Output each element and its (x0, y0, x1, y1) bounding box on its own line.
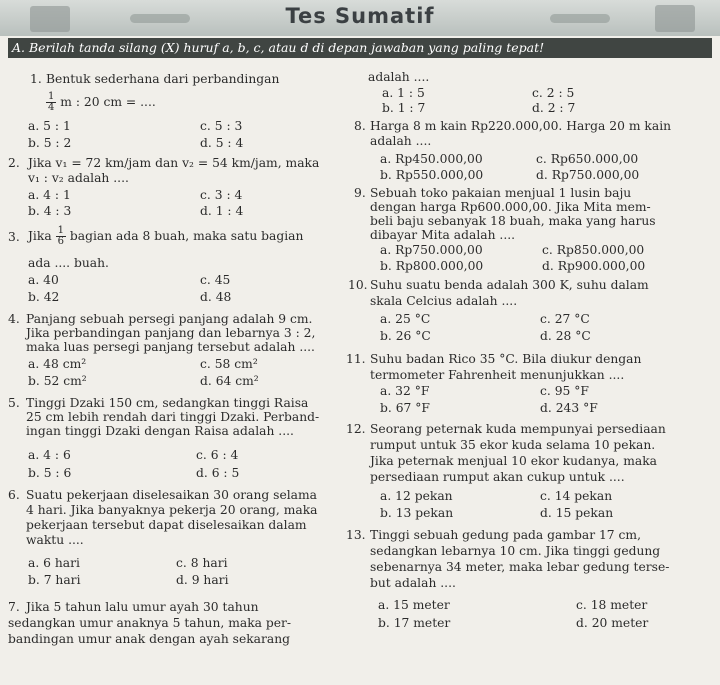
q3-option-d[interactable]: d. 48 (200, 290, 232, 304)
q1-expression: $\frac{1}{4}$ m : 20 cm = .... (48, 91, 156, 113)
q10-number: 10. (348, 278, 368, 292)
q2-number: 2. (8, 156, 20, 170)
q12-text-line4: persediaan rumput akan cukup untuk .... (370, 470, 625, 484)
q10-text-line2: skala Celcius adalah .... (370, 294, 518, 308)
q5-option-d[interactable]: d. 6 : 5 (196, 466, 240, 480)
q8-option-a[interactable]: a. Rp450.000,00 (380, 152, 483, 166)
q7-text-line3: bandingan umur anak dengan ayah sekarang (8, 632, 291, 646)
q6-option-b[interactable]: b. 7 hari (28, 573, 81, 587)
q1r-option-c[interactable]: c. 2 : 5 (532, 86, 575, 100)
q1-option-c[interactable]: c. 5 : 3 (200, 119, 243, 133)
q10-option-b[interactable]: b. 26 °C (380, 329, 431, 343)
q4-text-line1: Panjang sebuah persegi panjang adalah 9 cm. (26, 312, 313, 326)
q12-number: 12. (346, 422, 366, 436)
q10-option-a[interactable]: a. 25 °C (380, 312, 431, 326)
q8-option-d[interactable]: d. Rp750.000,00 (536, 168, 640, 182)
q6-option-a[interactable]: a. 6 hari (28, 556, 80, 570)
q3-option-b[interactable]: b. 42 (28, 290, 60, 304)
q1r-option-d[interactable]: d. 2 : 7 (532, 101, 576, 115)
q6-text-line2: 4 hari. Jika banyaknya pekerja 20 orang, maka (26, 503, 318, 517)
q11-option-b[interactable]: b. 67 °F (380, 401, 430, 415)
q3-option-a[interactable]: a. 40 (28, 273, 59, 287)
q6-options-header: adalah .... (368, 70, 430, 84)
q12-option-c[interactable]: c. 14 pekan (540, 489, 613, 503)
q13-text-line4: but adalah .... (370, 576, 456, 590)
q9-text-line3: beli baju sebanyak 18 buah, maka yang harus (370, 214, 656, 228)
q3-text-line2: ada .... buah. (28, 256, 109, 270)
q9-number: 9. (354, 186, 366, 200)
q11-option-d[interactable]: d. 243 °F (540, 401, 598, 415)
q5-text-line2: 25 cm lebih rendah dari tinggi Dzaki. Perband- (26, 410, 320, 424)
q9-text-line1: Sebuah toko pakaian menjual 1 lusin baju (370, 186, 632, 200)
q2-text-line1: Jika v₁ = 72 km/jam dan v₂ = 54 km/jam, maka (28, 156, 320, 170)
q3-text-line1: Jika $\frac{1}{6}$ bagian ada 8 buah, maka satu bagian (28, 225, 304, 247)
header-banner (0, 0, 720, 36)
page-title: Tes Sumatif (285, 4, 435, 28)
q2-text-line2: v₁ : v₂ adalah .... (28, 171, 129, 185)
q10-option-c[interactable]: c. 27 °C (540, 312, 590, 326)
q9-option-b[interactable]: b. Rp800.000,00 (380, 259, 484, 273)
q12-text-line1: Seorang peternak kuda mempunyai persediaan (370, 422, 666, 436)
instruction-bar: A. Berilah tanda silang (X) huruf a, b, c, atau d di depan jawaban yang paling tepat! (8, 38, 712, 58)
q4-text-line2: Jika perbandingan panjang dan lebarnya 3 : 2, (26, 326, 316, 340)
q5-text-line3: ingan tinggi Dzaki dengan Raisa adalah .... (26, 424, 294, 438)
q13-text-line3: sebenarnya 34 meter, maka lebar gedung terse- (370, 560, 670, 574)
q1r-option-a[interactable]: a. 1 : 5 (382, 86, 425, 100)
q7-text-line2: sedangkan umur anaknya 5 tahun, maka per- (8, 616, 292, 630)
q11-option-a[interactable]: a. 32 °F (380, 384, 430, 398)
q11-number: 11. (346, 352, 366, 366)
q13-text-line2: sedangkan lebarnya 10 cm. Jika tinggi gedung (370, 544, 661, 558)
q2-option-c[interactable]: c. 3 : 4 (200, 188, 243, 202)
q13-option-d[interactable]: d. 20 meter (576, 616, 649, 630)
q3-option-c[interactable]: c. 45 (200, 273, 231, 287)
q1-option-b[interactable]: b. 5 : 2 (28, 136, 72, 150)
q12-option-b[interactable]: b. 13 pekan (380, 506, 454, 520)
q3-number: 3. (8, 230, 20, 244)
q5-option-c[interactable]: c. 6 : 4 (196, 448, 239, 462)
q9-text-line4: dibayar Mita adalah .... (370, 228, 516, 242)
q9-option-c[interactable]: c. Rp850.000,00 (542, 243, 645, 257)
q5-text-line1: Tinggi Dzaki 150 cm, sedangkan tinggi Raisa (26, 396, 309, 410)
q12-text-line2: rumput untuk 35 ekor kuda selama 10 pekan. (370, 438, 656, 452)
q5-number: 5. (8, 396, 20, 410)
q7-number: 7. (8, 600, 20, 614)
q6-text-line3: pekerjaan tersebut dapat diselesaikan dalam (26, 518, 307, 532)
q5-option-b[interactable]: b. 5 : 6 (28, 466, 72, 480)
q6-option-d[interactable]: d. 9 hari (176, 573, 229, 587)
q1-option-d[interactable]: d. 5 : 4 (200, 136, 244, 150)
q6-option-c[interactable]: c. 8 hari (176, 556, 228, 570)
q1-option-a[interactable]: a. 5 : 1 (28, 119, 71, 133)
q12-text-line3: Jika peternak menjual 10 ekor kudanya, maka (370, 454, 658, 468)
q8-option-b[interactable]: b. Rp550.000,00 (380, 168, 484, 182)
q8-text-line1: Harga 8 m kain Rp220.000,00. Harga 20 m kain (370, 119, 672, 133)
q11-text-line2: termometer Fahrenheit menunjukkan .... (370, 368, 625, 382)
q4-text-line3: maka luas persegi panjang tersebut adalah .... (26, 340, 315, 354)
q9-option-a[interactable]: a. Rp750.000,00 (380, 243, 483, 257)
q5-option-a[interactable]: a. 4 : 6 (28, 448, 71, 462)
q3-fraction: $\frac{1}{6}$ (57, 225, 64, 247)
q13-option-a[interactable]: a. 15 meter (378, 598, 450, 612)
q1-text: Bentuk sederhana dari perbandingan (46, 72, 280, 86)
q6-text-line1: Suatu pekerjaan diselesaikan 30 orang selama (26, 488, 318, 502)
q13-option-b[interactable]: b. 17 meter (378, 616, 451, 630)
q13-option-c[interactable]: c. 18 meter (576, 598, 648, 612)
q10-text-line1: Suhu suatu benda adalah 300 K, suhu dalam (370, 278, 649, 292)
q6-text-line4: waktu .... (26, 533, 84, 547)
q1-number: 1. (30, 72, 42, 86)
q7-text-line1: Jika 5 tahun lalu umur ayah 30 tahun (26, 600, 259, 614)
q13-text-line1: Tinggi sebuah gedung pada gambar 17 cm, (370, 528, 641, 542)
q2-option-d[interactable]: d. 1 : 4 (200, 204, 244, 218)
q12-option-a[interactable]: a. 12 pekan (380, 489, 453, 503)
q12-option-d[interactable]: d. 15 pekan (540, 506, 614, 520)
q1r-option-b[interactable]: b. 1 : 7 (382, 101, 426, 115)
q8-option-c[interactable]: c. Rp650.000,00 (536, 152, 639, 166)
q4-option-a[interactable]: a. 48 cm² (28, 357, 87, 371)
q9-text-line2: dengan harga Rp600.000,00. Jika Mita mem- (370, 200, 651, 214)
q4-number: 4. (8, 312, 20, 326)
q11-text-line1: Suhu badan Rico 35 °C. Bila diukur dengan (370, 352, 642, 366)
q2-option-a[interactable]: a. 4 : 1 (28, 188, 71, 202)
q6-number: 6. (8, 488, 20, 502)
q10-option-d[interactable]: d. 28 °C (540, 329, 591, 343)
q13-number: 13. (346, 528, 366, 542)
q4-option-b[interactable]: b. 52 cm² (28, 374, 87, 388)
q4-option-c[interactable]: c. 58 cm² (200, 357, 258, 371)
q9-option-d[interactable]: d. Rp900.000,00 (542, 259, 646, 273)
q4-option-d[interactable]: d. 64 cm² (200, 374, 259, 388)
q8-text-line2: adalah .... (370, 134, 432, 148)
q2-option-b[interactable]: b. 4 : 3 (28, 204, 72, 218)
q11-option-c[interactable]: c. 95 °F (540, 384, 589, 398)
q8-number: 8. (354, 119, 366, 133)
q1-fraction: $\frac{1}{4}$ (48, 91, 55, 113)
